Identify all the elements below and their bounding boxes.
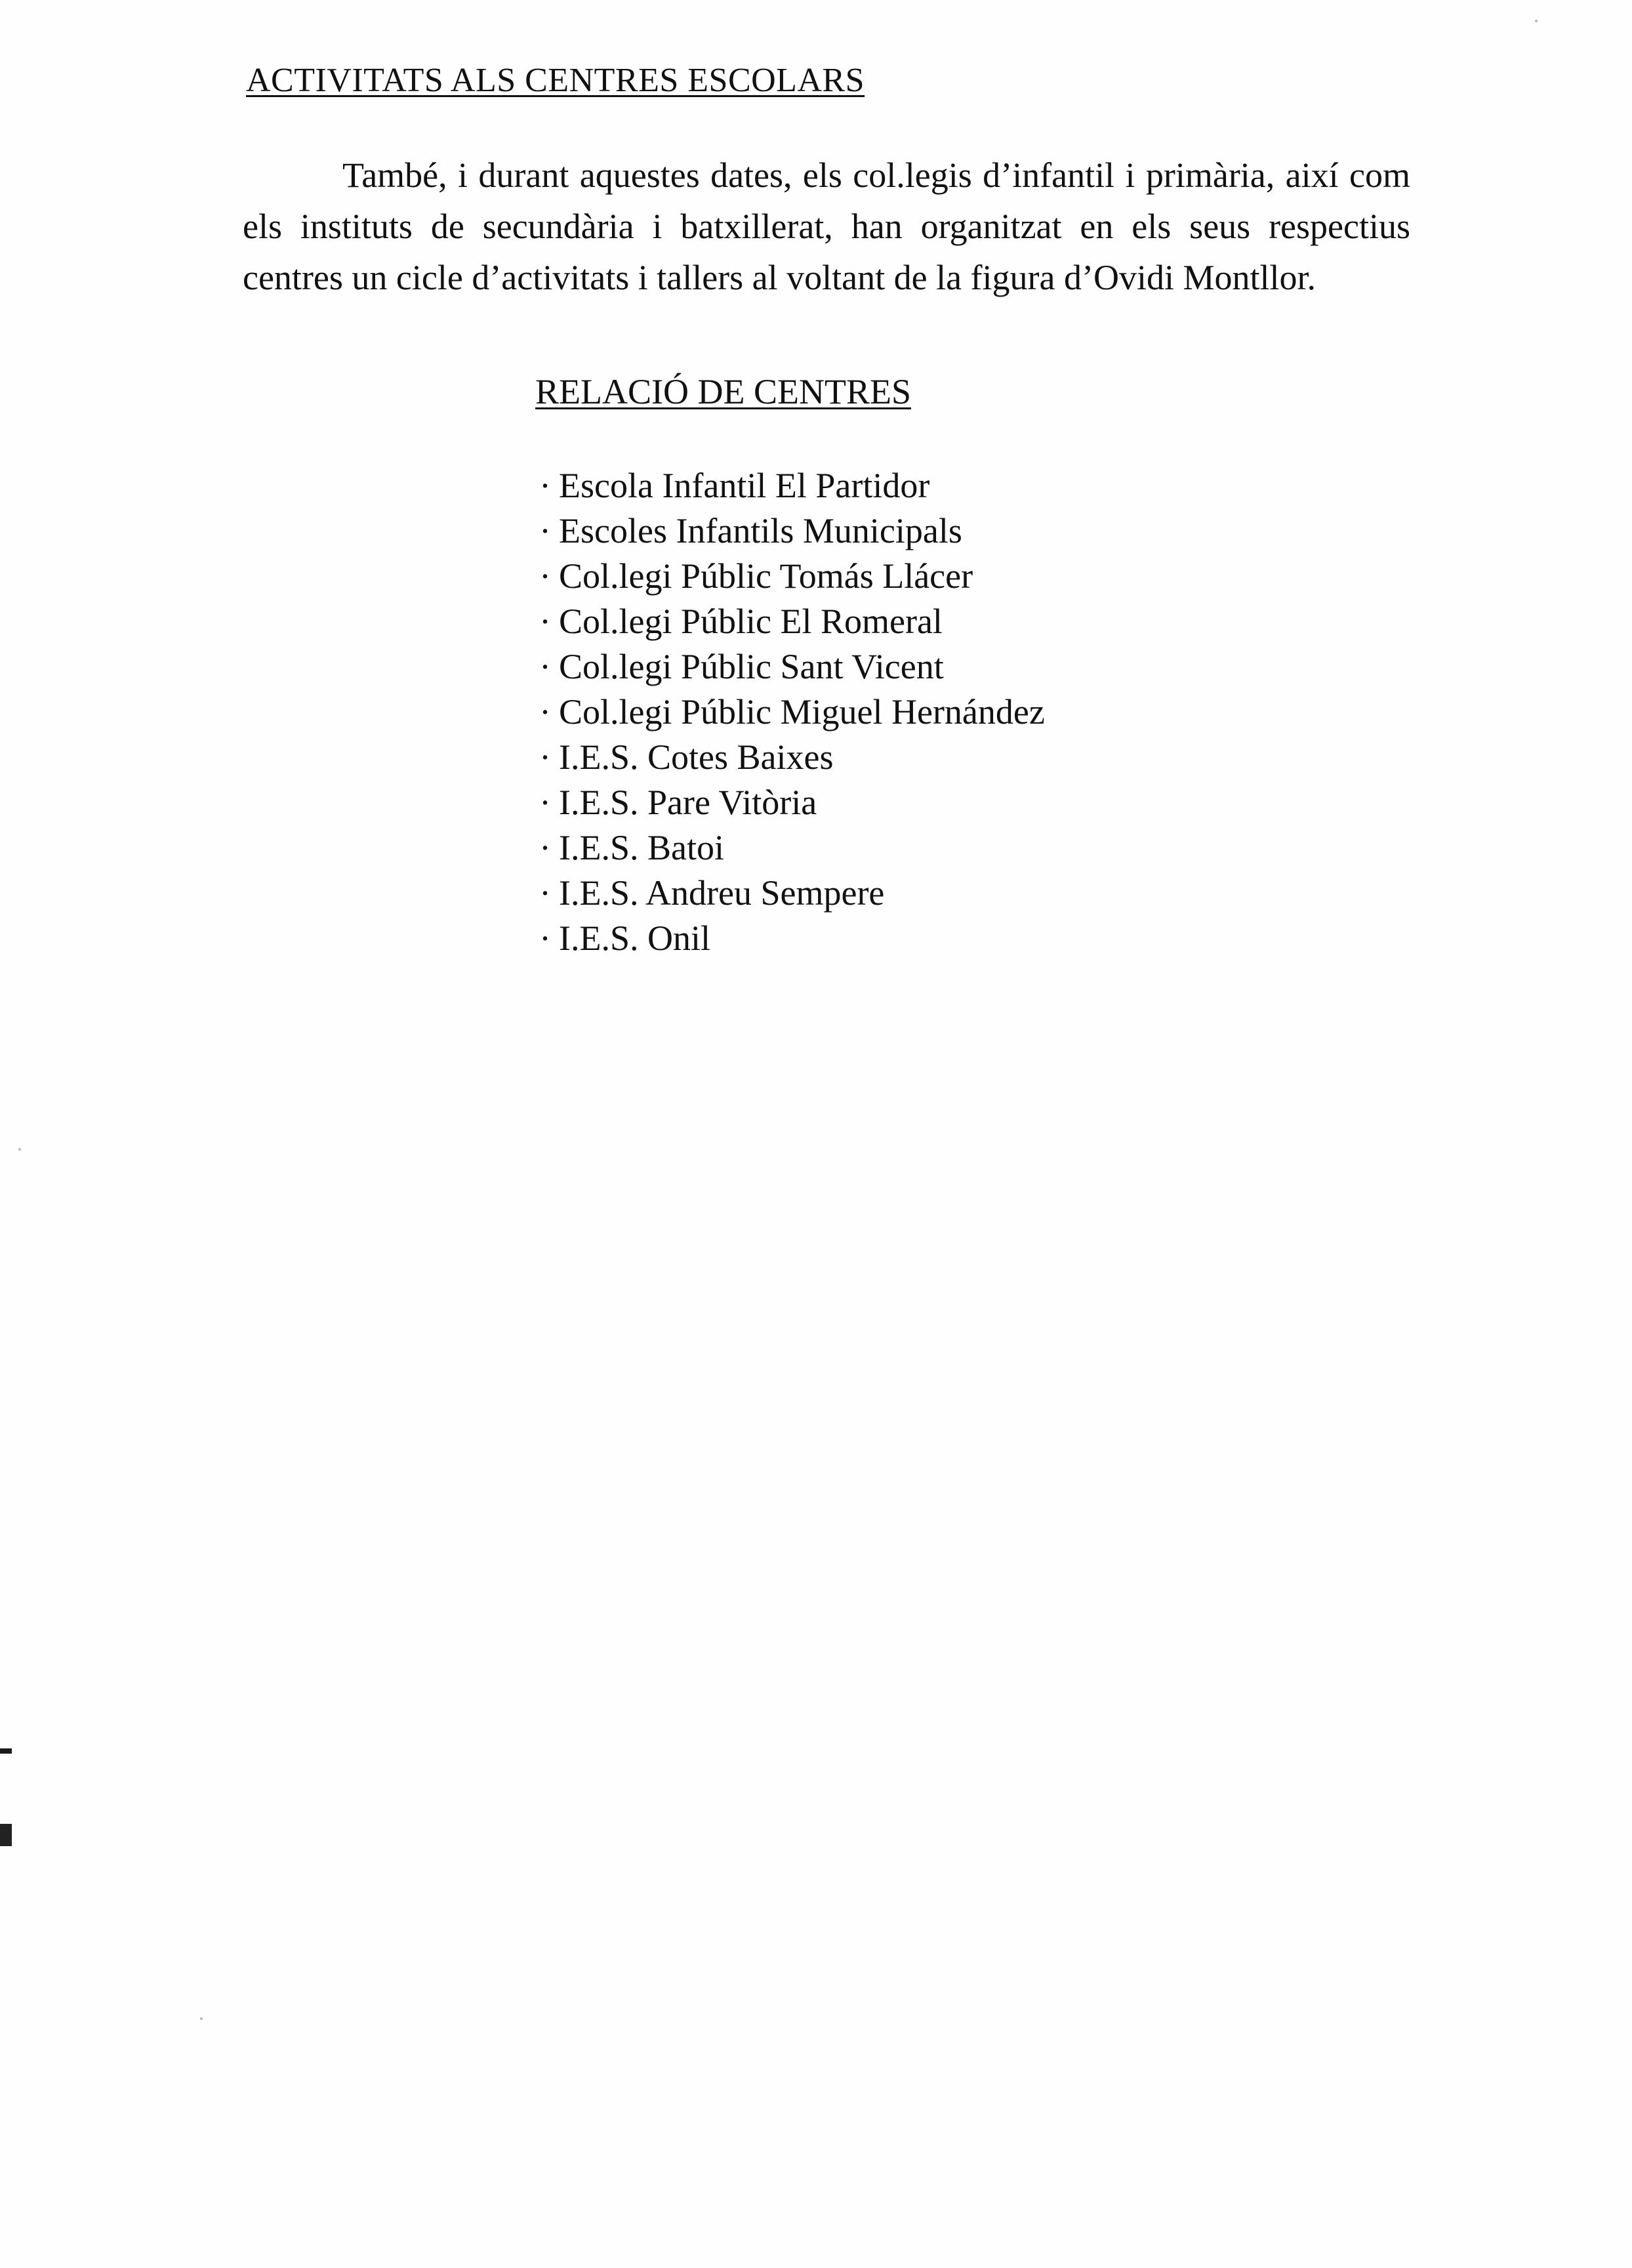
document-heading: ACTIVITATS ALS CENTRES ESCOLARS (246, 62, 865, 99)
bullet-icon: · (539, 918, 551, 958)
bullet-icon: · (539, 466, 551, 505)
centre-name: Escoles Infantils Municipals (559, 511, 962, 550)
list-item (539, 780, 1045, 825)
centre-name: I.E.S. Pare Vitòria (559, 783, 817, 822)
bullet-icon: · (539, 783, 551, 822)
bullet-icon: · (539, 647, 551, 686)
scan-speck (1535, 20, 1538, 22)
list-item (539, 825, 1045, 871)
bullet-icon: · (539, 602, 551, 641)
list-item (539, 599, 1045, 644)
centre-name: I.E.S. Onil (559, 918, 711, 958)
bullet-icon: · (539, 873, 551, 913)
list-item (539, 463, 1045, 508)
bullet-icon: · (539, 511, 551, 550)
centre-name: I.E.S. Andreu Sempere (559, 873, 885, 913)
scan-speck (18, 1148, 21, 1151)
centre-name: Col.legi Públic Miguel Hernández (559, 692, 1045, 732)
centre-name: Col.legi Públic El Romeral (559, 602, 943, 641)
list-item (539, 554, 1045, 599)
centre-name: Escola Infantil El Partidor (559, 466, 930, 505)
list-item (539, 644, 1045, 690)
centre-name: Col.legi Públic Tomás Llácer (559, 556, 973, 596)
list-title: RELACIÓ DE CENTRES (535, 372, 911, 411)
list-item (539, 735, 1045, 780)
scan-speck (200, 2017, 203, 2020)
bullet-icon: · (539, 692, 551, 732)
list-item (539, 508, 1045, 554)
list-item (539, 916, 1045, 961)
centre-name: I.E.S. Batoi (559, 828, 724, 867)
list-item (539, 871, 1045, 916)
centre-name: I.E.S. Cotes Baixes (559, 737, 834, 777)
list-item (539, 690, 1045, 735)
scan-edge-mark (0, 1824, 12, 1846)
bullet-icon: · (539, 737, 551, 777)
scan-edge-mark (0, 1748, 12, 1754)
centre-name: Col.legi Públic Sant Vicent (559, 647, 944, 686)
centres-list (539, 463, 1045, 961)
body-paragraph: També, i durant aquestes dates, els col.legis d’infantil i primària, així com els instituts de secundària i batxillerat, han organitzat en els seus respectius centres un cicle d’activitats i tallers al voltant de la figura d’Ovidi Montllor. (243, 155, 1410, 297)
bullet-icon: · (539, 556, 551, 596)
bullet-icon: · (539, 828, 551, 867)
